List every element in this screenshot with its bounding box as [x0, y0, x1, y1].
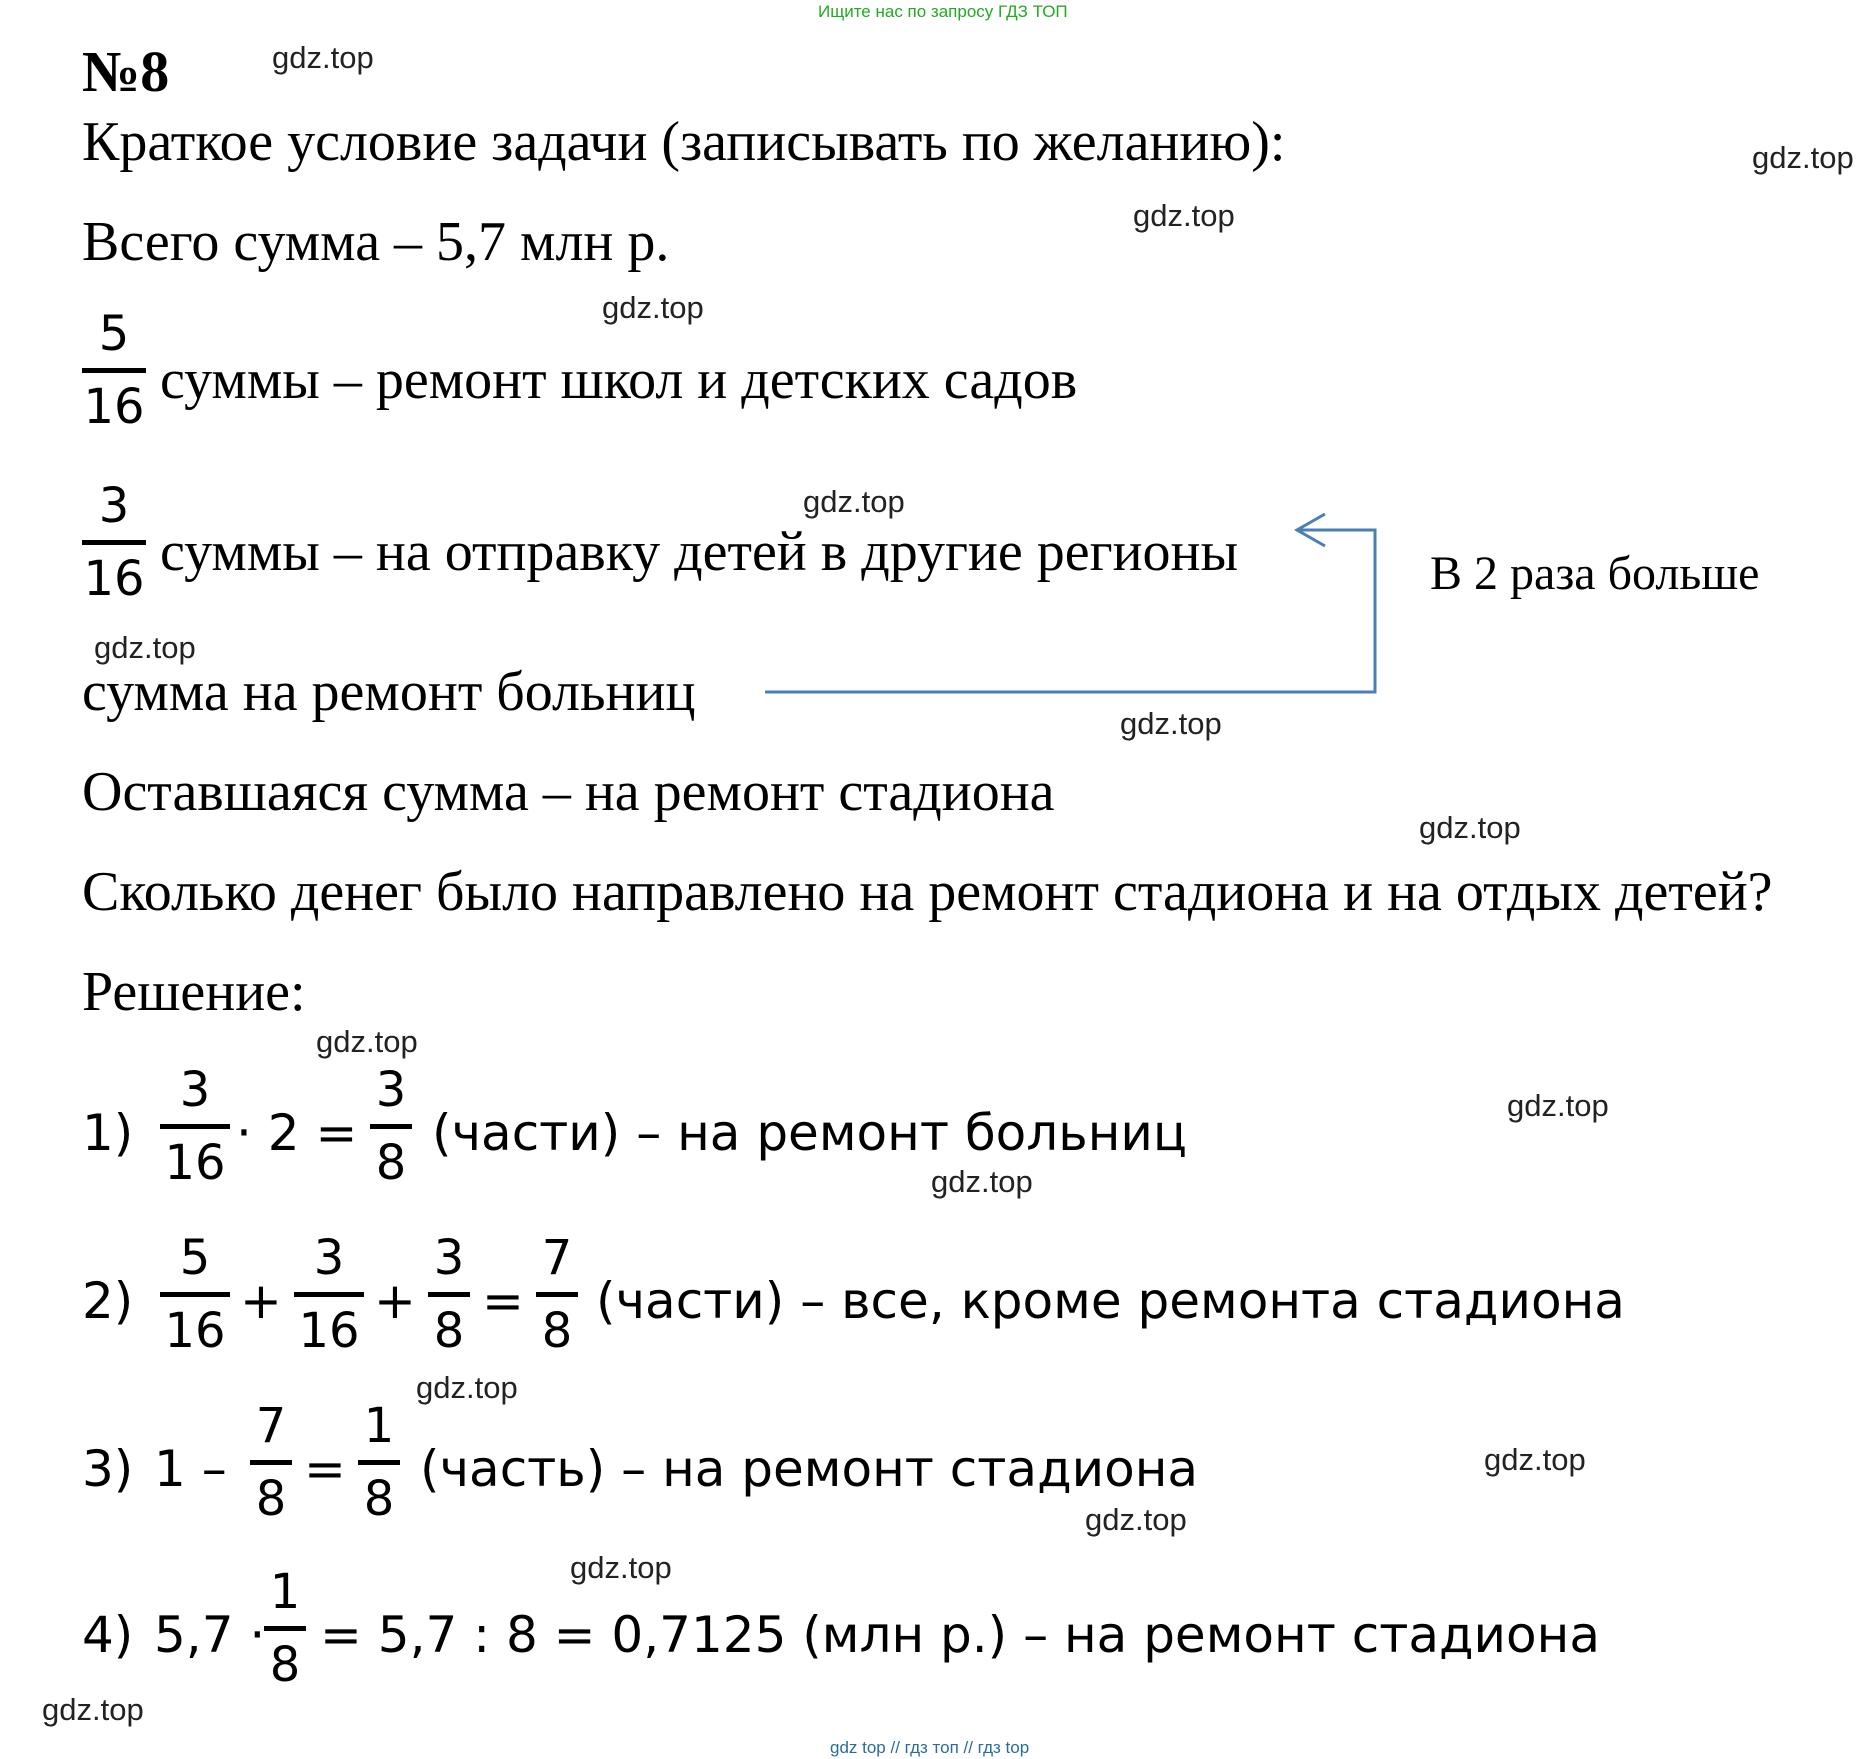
- step1-fraction-1: [160, 1060, 230, 1193]
- watermark: gdz.top: [931, 1164, 1033, 1199]
- numerator: 7: [255, 1398, 287, 1454]
- step1-operator: · 2 =: [236, 1104, 358, 1162]
- step3-fraction-1: [250, 1396, 292, 1529]
- step2-fraction-3: [428, 1228, 470, 1361]
- watermark: gdz.top: [316, 1024, 418, 1059]
- fraction-bar: [536, 1292, 578, 1297]
- step1-text: (части) – на ремонт больниц: [432, 1104, 1187, 1162]
- step2-plus-2: +: [374, 1272, 416, 1330]
- denominator: 8: [269, 1637, 301, 1693]
- denominator: 16: [83, 551, 145, 607]
- numerator: 3: [179, 1062, 211, 1118]
- numerator: 3: [313, 1230, 345, 1286]
- fraction-bar: [428, 1292, 470, 1297]
- fraction-bar: [160, 1292, 230, 1297]
- step4-text: = 5,7 : 8 = 0,7125 (млн р.) – на ремонт стадиона: [320, 1606, 1600, 1664]
- numerator: 7: [541, 1230, 573, 1286]
- step2-fraction-1: [160, 1228, 230, 1361]
- denominator: 8: [375, 1135, 407, 1191]
- denominator: 8: [433, 1303, 465, 1359]
- bottom-banner: gdz top // гдз топ // гдз top: [830, 1738, 1030, 1757]
- solution-label: Решение:: [82, 961, 306, 1023]
- intro-text: Краткое условие задачи (записывать по желанию):: [82, 111, 1286, 173]
- step2-text: (части) – все, кроме ремонта стадиона: [596, 1272, 1625, 1330]
- step3-equals: =: [304, 1440, 346, 1498]
- fraction-bar: [160, 1124, 230, 1129]
- step1-fraction-2: [370, 1060, 412, 1193]
- denominator: 8: [541, 1303, 573, 1359]
- step3-text: (часть) – на ремонт стадиона: [420, 1440, 1199, 1498]
- watermark: gdz.top: [94, 630, 196, 665]
- numerator: 1: [269, 1564, 301, 1620]
- fraction-bar: [250, 1460, 292, 1465]
- fraction-bar: [370, 1124, 412, 1129]
- watermark: gdz.top: [1085, 1502, 1187, 1537]
- watermark: gdz.top: [1419, 810, 1521, 845]
- step2-equals: =: [482, 1272, 524, 1330]
- watermark: gdz.top: [42, 1692, 144, 1727]
- watermark: gdz.top: [416, 1370, 518, 1405]
- numerator: 1: [363, 1398, 395, 1454]
- watermark: gdz.top: [1484, 1442, 1586, 1477]
- numerator: 5: [179, 1230, 211, 1286]
- step2-plus-1: +: [240, 1272, 282, 1330]
- remaining-text: Оставшаяся сумма – на ремонт стадиона: [82, 761, 1055, 823]
- twice-note: В 2 раза больше: [1430, 547, 1760, 600]
- step2-fraction-4: [536, 1228, 578, 1361]
- watermark: gdz.top: [1752, 140, 1854, 175]
- step-number: 1): [82, 1104, 134, 1162]
- schools-text: суммы – ремонт школ и детских садов: [160, 349, 1078, 411]
- step4-fraction-1: [264, 1562, 306, 1695]
- top-banner: Ищите нас по запросу ГДЗ ТОП: [818, 2, 1068, 21]
- question-text: Сколько денег было направлено на ремонт стадиона и на отдых детей?: [82, 861, 1773, 923]
- step4-lead: 5,7 ·: [154, 1606, 266, 1664]
- problem-number: №8: [82, 39, 170, 104]
- denominator: 8: [255, 1471, 287, 1527]
- numerator: 3: [433, 1230, 465, 1286]
- denominator: 16: [164, 1303, 226, 1359]
- step-number: 3): [82, 1440, 134, 1498]
- fraction-bar: [294, 1292, 364, 1297]
- watermark: gdz.top: [1133, 198, 1235, 233]
- step-number: 4): [82, 1606, 134, 1664]
- denominator: 8: [363, 1471, 395, 1527]
- watermark: gdz.top: [803, 484, 905, 519]
- denominator: 16: [298, 1303, 360, 1359]
- fraction-bar: [358, 1460, 400, 1465]
- step3-fraction-2: [358, 1396, 400, 1529]
- watermark: gdz.top: [1120, 706, 1222, 741]
- denominator: 16: [83, 379, 145, 435]
- numerator: 3: [375, 1062, 407, 1118]
- step-number: 2): [82, 1272, 134, 1330]
- children-text: суммы – на отправку детей в другие регионы: [160, 521, 1239, 583]
- watermark: gdz.top: [1507, 1088, 1609, 1123]
- watermark: gdz.top: [272, 40, 374, 75]
- denominator: 16: [164, 1135, 226, 1191]
- step3-lead: 1 –: [154, 1440, 227, 1498]
- watermark: gdz.top: [570, 1550, 672, 1585]
- watermark: gdz.top: [602, 290, 704, 325]
- total-sum: Всего сумма – 5,7 млн р.: [82, 211, 670, 273]
- numerator: 5: [98, 306, 130, 362]
- fraction-bar: [264, 1626, 306, 1631]
- numerator: 3: [98, 478, 130, 534]
- step2-fraction-2: [294, 1228, 364, 1361]
- hospitals-text: сумма на ремонт больниц: [82, 661, 696, 723]
